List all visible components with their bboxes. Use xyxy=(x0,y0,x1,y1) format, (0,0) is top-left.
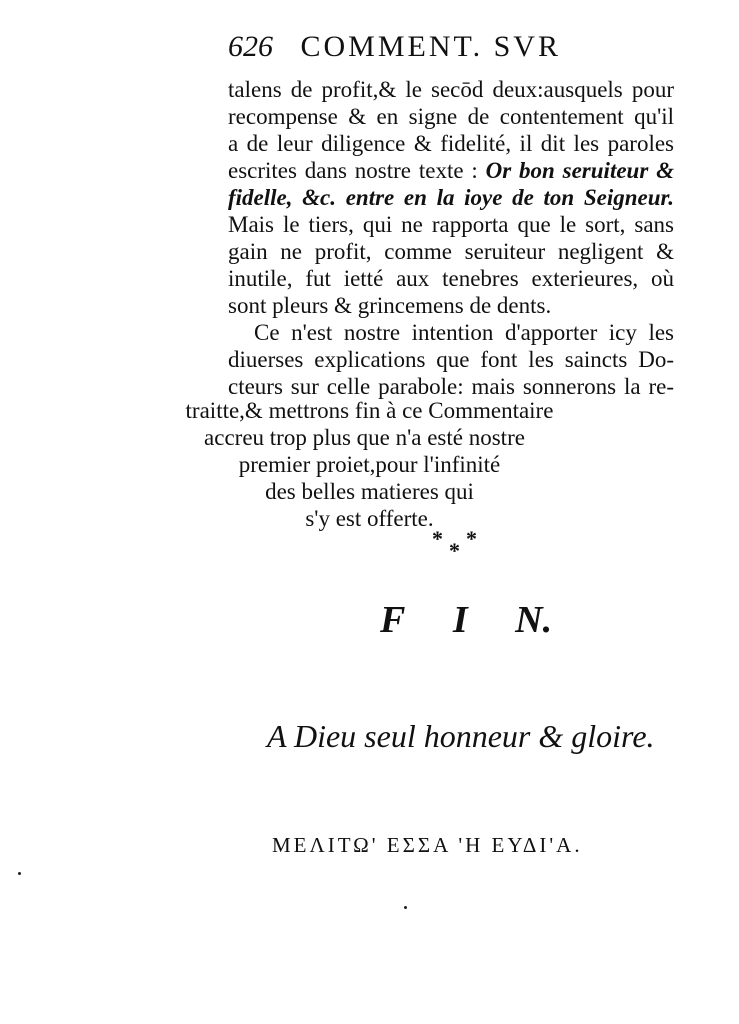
taper-line: traitte,& mettrons fin à ce Commentaire xyxy=(185,398,554,423)
running-title: COMMENT. SVR xyxy=(300,30,561,63)
print-speck xyxy=(404,906,407,909)
fin-heading xyxy=(380,598,552,642)
taper-line: premier proiet,pour l'infinité xyxy=(238,452,501,477)
closing-motto: A Dieu seul honneur & gloire. xyxy=(267,718,655,754)
text-line: sont pleurs & grincemens de dents. xyxy=(228,293,552,318)
text-line: Ce n'est nostre intention d'apporter icy les xyxy=(254,320,674,345)
text-line: talens de profit,& le secōd deux:ausquels pour xyxy=(228,77,674,102)
fin-letter: F xyxy=(380,599,406,641)
taper-line: des belles matieres qui xyxy=(265,479,474,504)
text-line: Mais le tiers, qui ne rapporta que le sort, sans xyxy=(228,212,674,237)
asterisk-icon: * xyxy=(466,526,477,551)
taper-line: s'y est offerte. xyxy=(305,506,434,531)
print-speck xyxy=(18,872,21,875)
text-line: cteurs sur celle parabole: mais sonnerons la re- xyxy=(228,374,674,399)
asterisk-icon: * xyxy=(432,526,443,551)
fin-letter: N. xyxy=(515,599,553,641)
taper-line: accreu trop plus que n'a esté nostre xyxy=(204,425,525,450)
text-line: recompense & en signe de contentement qu'il xyxy=(228,104,674,129)
text-line-roman: escrites dans nostre texte : xyxy=(228,158,478,183)
text-line: inutile, fut ietté aux tenebres exterieures, où xyxy=(228,266,674,291)
text-line: diuerses explications que font les saincts Do- xyxy=(228,347,674,372)
main-text xyxy=(228,76,674,400)
scripture-quote: Or bon seruiteur & xyxy=(485,158,675,183)
greek-motto: ΜΕΛΙΤΩ' ΕΣΣΑ 'Η ΕΥΔΙ'Α. xyxy=(272,833,583,857)
scripture-quote-line: fidelle, &c. entre en la ioye de ton Seigneur. xyxy=(228,185,674,210)
page-header xyxy=(228,30,561,64)
text-line: a de leur diligence & fidelité, il dit les paroles xyxy=(228,131,674,156)
asterisk-icon: * xyxy=(449,538,460,563)
text-line xyxy=(228,157,674,184)
asterism-ornament xyxy=(430,528,490,568)
text-line: gain ne profit, comme seruiteur negligent & xyxy=(228,239,674,264)
fin-letter: I xyxy=(452,599,468,641)
page-number: 626 xyxy=(228,30,273,63)
